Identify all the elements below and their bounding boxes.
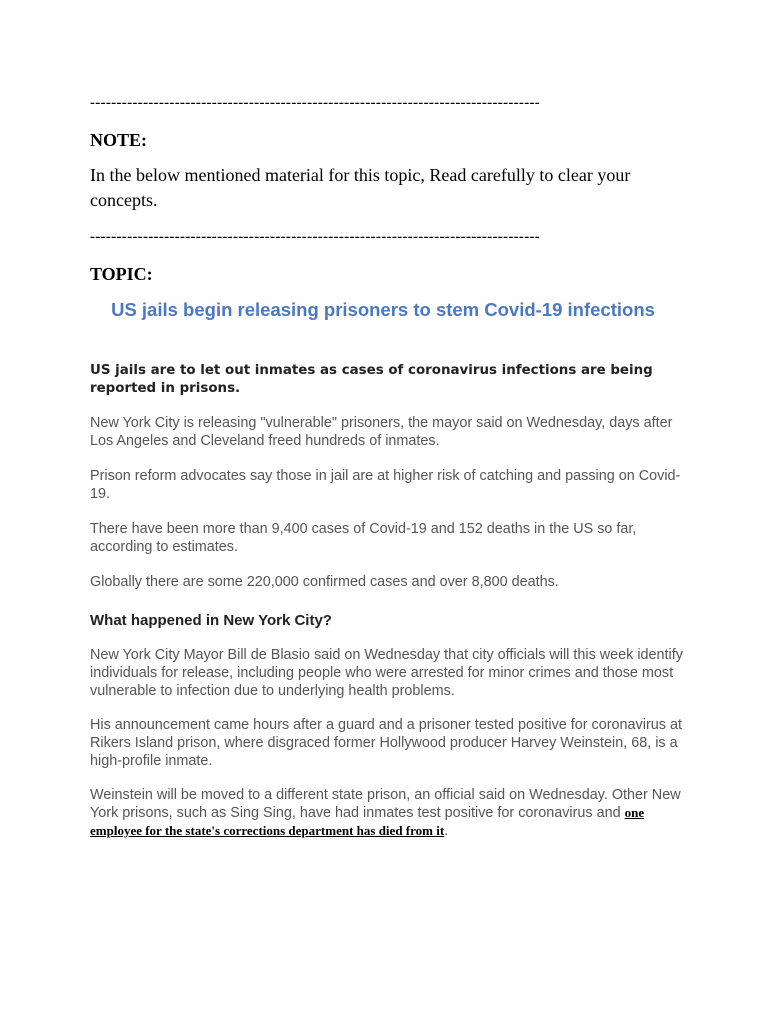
divider-top: ------------------------------------------------------------------------------------- (90, 95, 541, 111)
note-text: In the below mentioned material for this topic, Read carefully to clear your concepts. (90, 165, 631, 210)
article-paragraph: There have been more than 9,400 cases of Covid-19 and 152 deaths in the US so far, according to estimates. (90, 521, 637, 555)
article-paragraph: Globally there are some 220,000 confirmed cases and over 8,800 deaths. (90, 574, 559, 590)
article-title: US jails begin releasing prisoners to stem Covid-19 infections (111, 299, 655, 320)
article-lead: US jails are to let out inmates as cases of coronavirus infections are being reported in prisons. (90, 363, 653, 396)
article-paragraph: His announcement came hours after a guard and a prisoner tested positive for coronavirus at Rikers Island prison, where disgraced former Hollywood producer Harvey Weinstein, 68, is a high-profile inmate. (90, 717, 682, 769)
paragraph-text-end: . (444, 823, 449, 839)
note-heading: NOTE: (90, 130, 148, 150)
article-paragraph: New York City Mayor Bill de Blasio said on Wednesday that city officials will this week identify individuals for release, including people who were arrested for minor crimes and those most vulnerable to infection due to underlying health problems. (90, 647, 683, 699)
article-paragraph: New York City is releasing "vulnerable" prisoners, the mayor said on Wednesday, days after Los Angeles and Cleveland freed hundreds of inmates. (90, 415, 673, 449)
paragraph-text: Weinstein will be moved to a different state prison, an official said on Wednesday. Other New York prisons, such as Sing Sing, have had inmates test positive for coronavirus and (90, 787, 681, 821)
section-subheading: What happened in New York City? (90, 612, 332, 629)
article-paragraph-last (90, 786, 690, 840)
corrections-employee-link[interactable]: one employee for the state's corrections department has died from it (90, 805, 645, 838)
divider-bottom: ------------------------------------------------------------------------------------- (90, 229, 541, 245)
topic-heading: TOPIC: (90, 264, 153, 284)
article-paragraph: Prison reform advocates say those in jail are at higher risk of catching and passing on Covid-19. (90, 468, 681, 502)
document-content (90, 93, 683, 840)
